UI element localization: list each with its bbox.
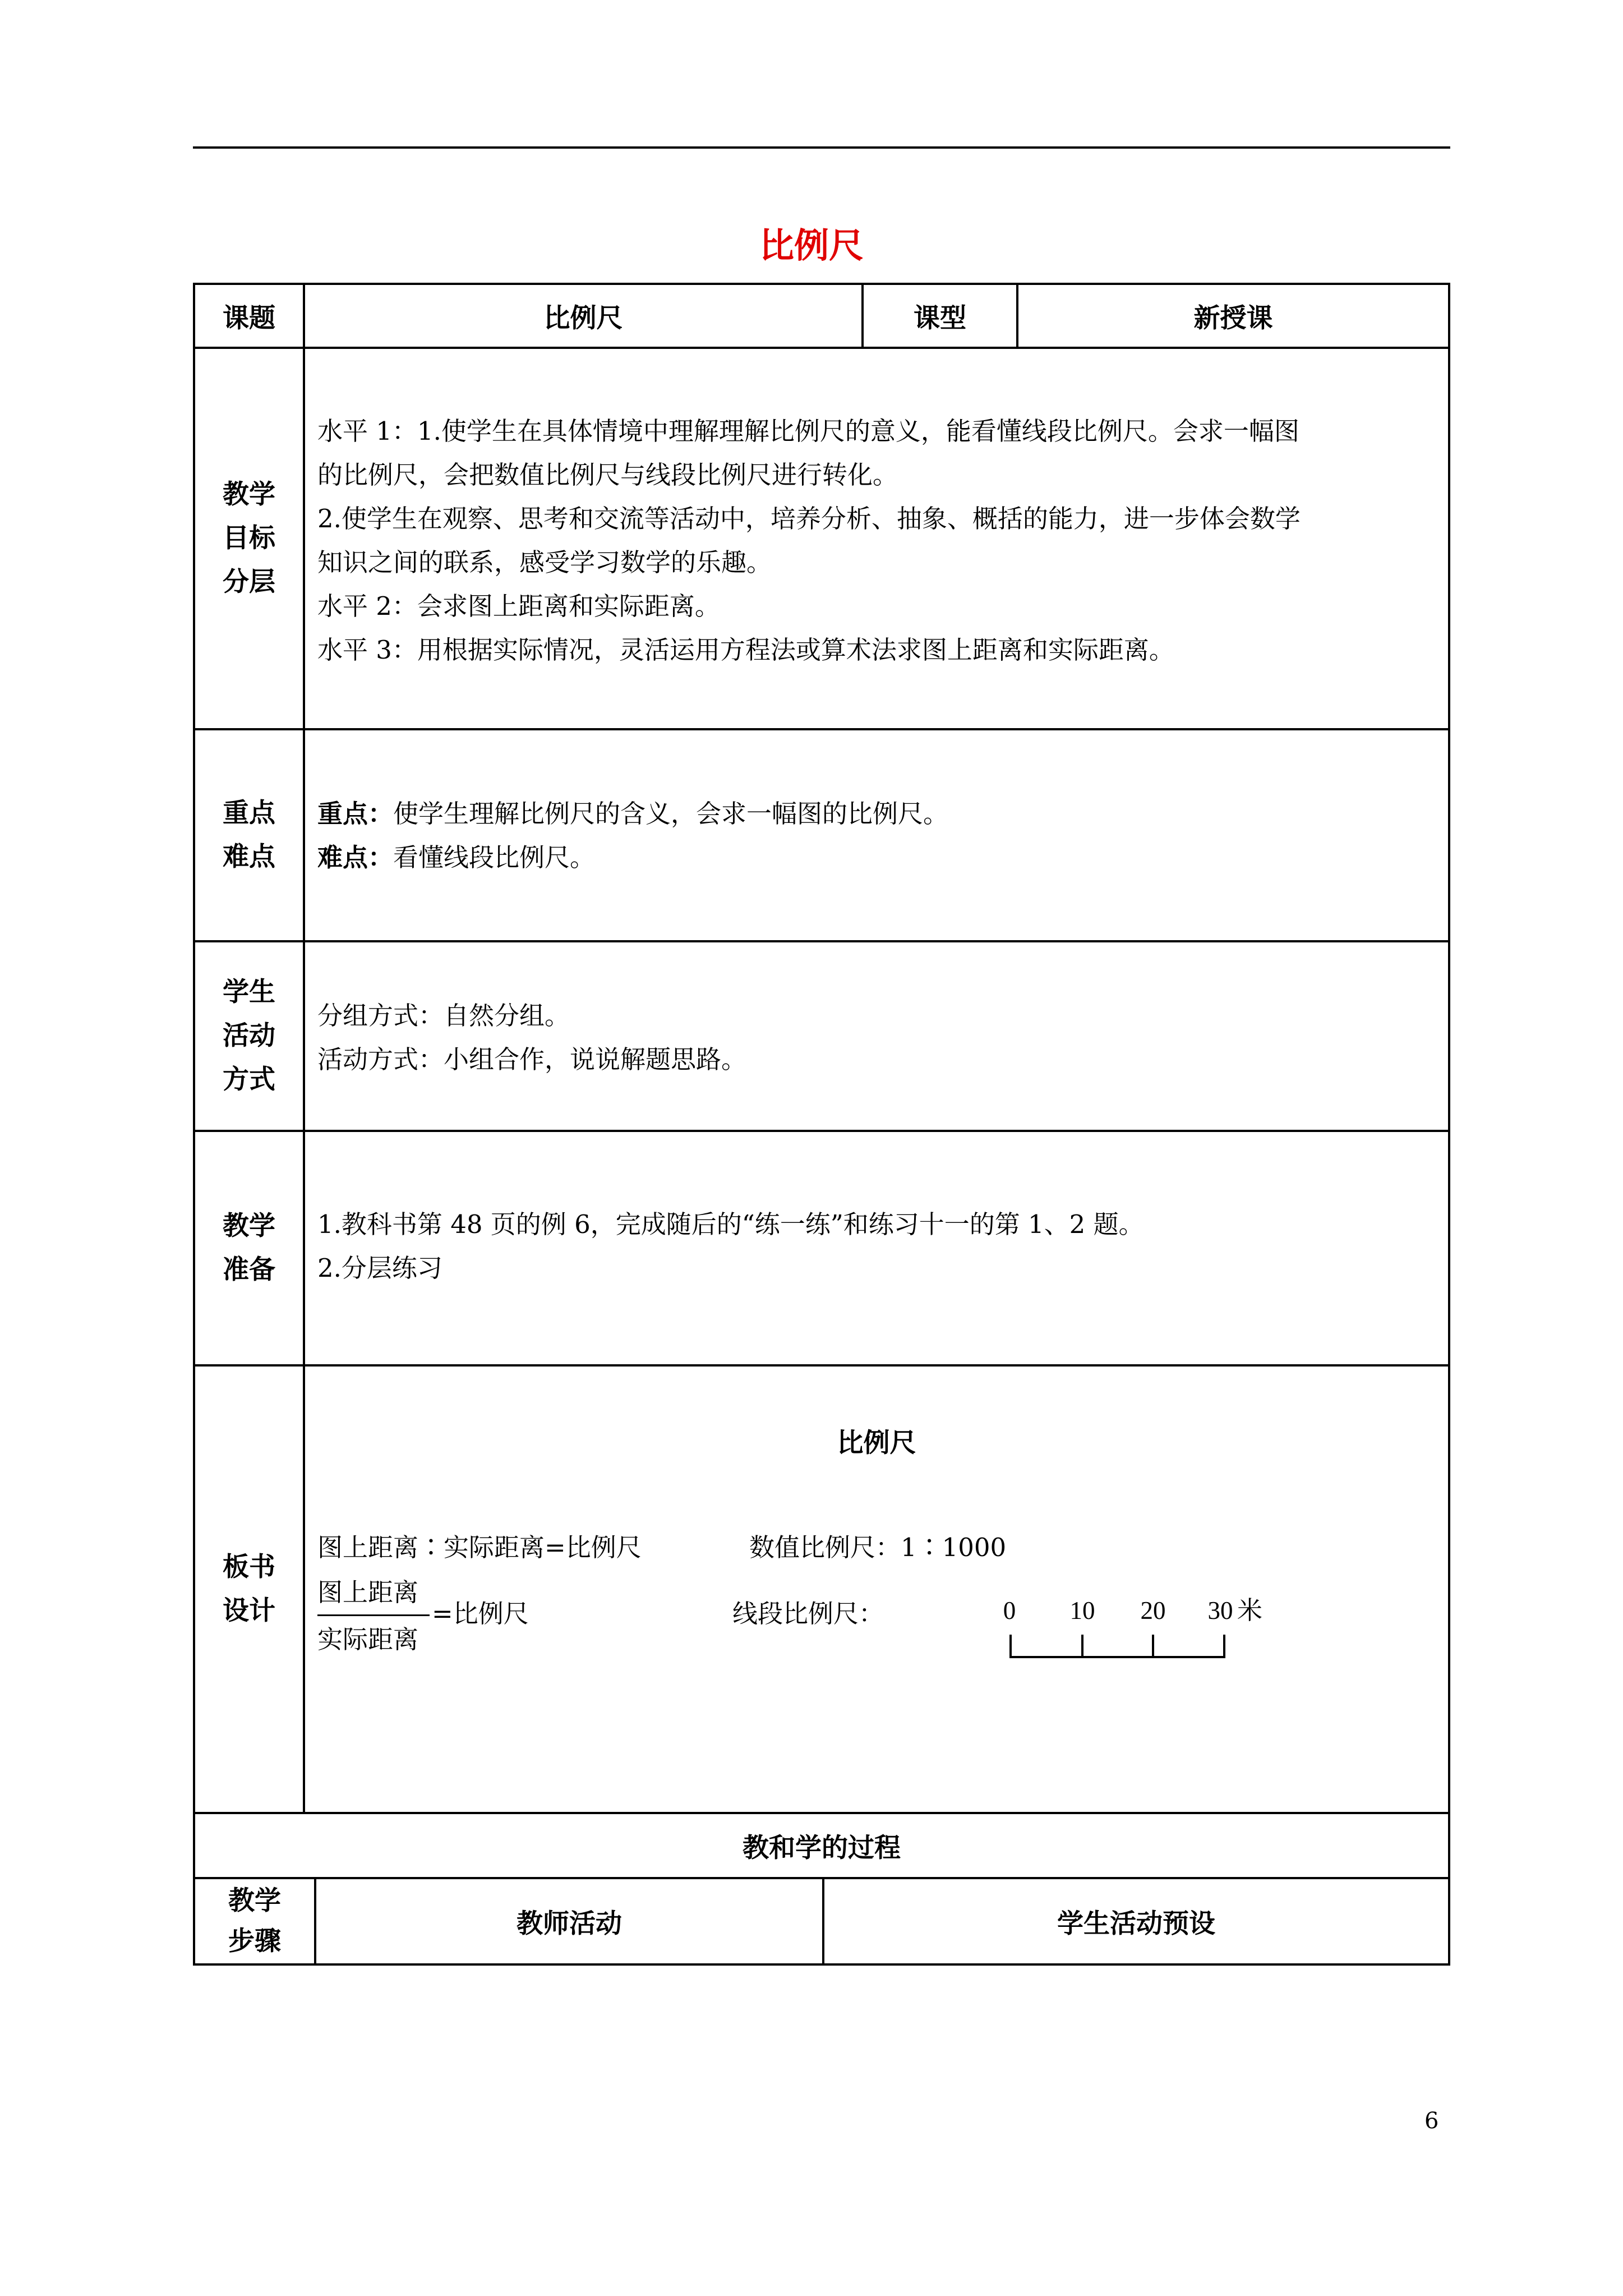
fraction-result: =比例尺 bbox=[432, 1599, 529, 1628]
scale-tick-label: 30 bbox=[1207, 1596, 1233, 1625]
board-formula-ratio: 图上距离∶实际距离=比例尺 bbox=[317, 1533, 642, 1562]
preparation-label: 教学 准备 bbox=[223, 1211, 275, 1285]
preparation-content bbox=[317, 1203, 1439, 1290]
numeric-scale: 数值比例尺：1∶1000 bbox=[749, 1533, 1007, 1562]
key-points-label: 重点 难点 bbox=[223, 798, 275, 872]
process-header: 教和学的过程 bbox=[743, 1832, 901, 1864]
line-scale-label: 线段比例尺： bbox=[732, 1599, 884, 1628]
difficult-point-label: 难点： bbox=[317, 843, 394, 872]
scale-unit: 米 bbox=[1237, 1595, 1263, 1625]
topic-value: 比例尺 bbox=[543, 302, 623, 334]
line-scale-ruler bbox=[998, 1629, 1234, 1663]
fraction-denominator: 实际距离 bbox=[317, 1625, 419, 1654]
fraction-bar bbox=[317, 1614, 430, 1616]
preparation-line: 1.教科书第 48 页的例 6，完成随后的“练一练”和练习十一的第 1、2 题。 bbox=[317, 1209, 1144, 1239]
difficult-point-text: 看懂线段比例尺。 bbox=[393, 843, 596, 872]
scale-tick-label: 10 bbox=[1069, 1596, 1095, 1625]
goals-line: 知识之间的联系，感受学习数学的乐趣。 bbox=[317, 547, 772, 577]
key-points-content bbox=[317, 792, 1439, 880]
fraction-numerator: 图上距离 bbox=[317, 1577, 419, 1607]
goals-content bbox=[317, 409, 1439, 672]
goals-line: 的比例尺，会把数值比例尺与线段比例尺进行转化。 bbox=[317, 460, 898, 490]
activity-label: 学生 活动 方式 bbox=[223, 977, 275, 1095]
activity-content bbox=[317, 994, 1439, 1082]
goals-line: 2.使学生在观察、思考和交流等活动中，培养分析、抽象、概括的能力，进一步体会数学 bbox=[317, 504, 1301, 533]
preparation-line: 2.分层练习 bbox=[317, 1253, 442, 1283]
student-activity-header: 学生活动预设 bbox=[1057, 1908, 1215, 1939]
grouping-method: 分组方式：自然分组。 bbox=[317, 1001, 570, 1030]
lesson-type-value: 新授课 bbox=[1193, 302, 1273, 334]
activity-method: 活动方式：小组合作，说说解题思路。 bbox=[317, 1045, 747, 1074]
scale-tick-label: 20 bbox=[1140, 1596, 1166, 1625]
key-point-text: 使学生理解比例尺的含义，会求一幅图的比例尺。 bbox=[393, 799, 949, 829]
steps-label: 教学 步骤 bbox=[228, 1885, 281, 1957]
board-heading: 比例尺 bbox=[837, 1428, 916, 1458]
goals-line: 水平 3：用根据实际情况，灵活运用方程法或算术法求图上距离和实际距离。 bbox=[317, 635, 1174, 665]
teacher-activity-header: 教师活动 bbox=[517, 1908, 622, 1939]
goals-line: 水平 2：会求图上距离和实际距离。 bbox=[317, 591, 720, 621]
page-number: 6 bbox=[1424, 2108, 1439, 2134]
topic-label: 课题 bbox=[223, 302, 275, 334]
goals-label: 教学 目标 分层 bbox=[223, 479, 275, 597]
scale-tick-label: 0 bbox=[1003, 1596, 1016, 1625]
goals-line: 水平 1：1.使学生在具体情境中理解理解比例尺的意义，能看懂线段比例尺。会求一幅图 bbox=[317, 416, 1299, 446]
document-title: 比例尺 bbox=[759, 225, 864, 266]
board-design-label: 板书 设计 bbox=[223, 1552, 275, 1626]
lesson-type-label: 课型 bbox=[914, 302, 966, 334]
header-rule bbox=[193, 146, 1450, 149]
key-point-label: 重点： bbox=[317, 799, 394, 829]
